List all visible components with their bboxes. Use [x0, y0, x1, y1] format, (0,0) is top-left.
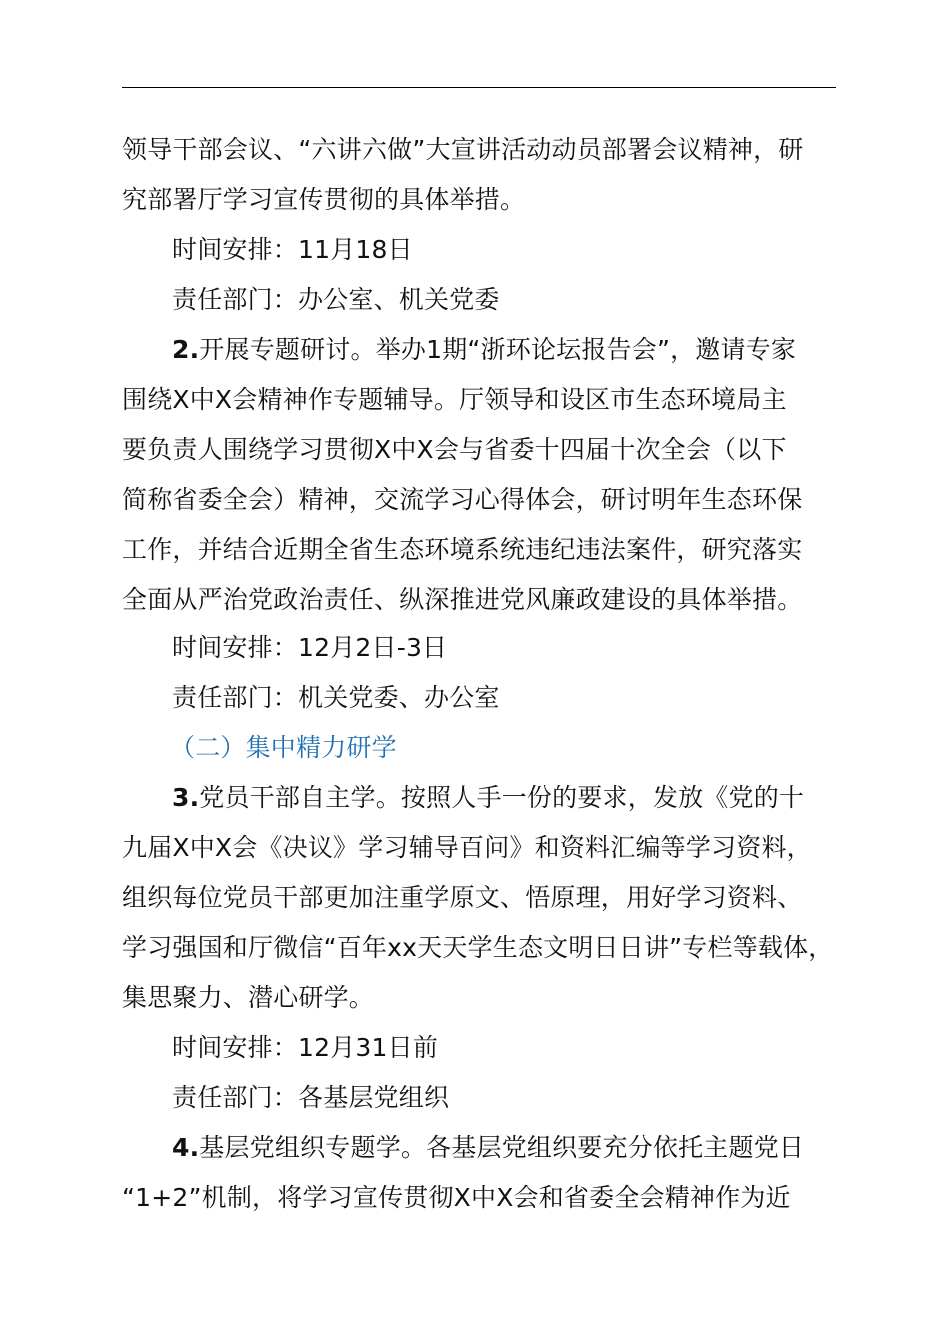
body-line: 围绕X中X会精神作专题辅导。厅领导和设区市生态环境局主 — [122, 385, 787, 414]
item-4-line — [172, 1130, 804, 1166]
body-line: 九届X中X会《决议》学习辅导百问》和资料汇编等学习资料， — [122, 833, 812, 862]
item-3-line — [172, 780, 804, 816]
item-text: 党员干部自主学。按照人手一份的要求，发放《党的十 — [199, 783, 805, 812]
department-line: 责任部门：机关党委、办公室 — [172, 683, 500, 712]
body-line: 全面从严治党政治责任、纵深推进党风廉政建设的具体举措。 — [122, 585, 803, 614]
item-number: 4. — [172, 1133, 200, 1162]
schedule-line: 时间安排：12月2日-3日 — [172, 633, 448, 662]
section-heading: （二）集中精力研学 — [170, 733, 397, 762]
item-text: 开展专题研讨。举办1期“浙环论坛报告会”，邀请专家 — [199, 335, 797, 364]
department-line: 责任部门：各基层党组织 — [172, 1083, 450, 1112]
header-rule — [122, 87, 836, 88]
schedule-line: 时间安排：11月18日 — [172, 235, 413, 264]
item-2-line — [172, 332, 796, 368]
body-line: 工作，并结合近期全省生态环境系统违纪违法案件，研究落实 — [122, 535, 803, 564]
body-line: 学习强国和厅微信“百年xx天天学生态文明日日讲”专栏等载体， — [122, 933, 834, 962]
body-line: 要负责人围绕学习贯彻X中X会与省委十四届十次全会（以下 — [122, 435, 787, 464]
schedule-line: 时间安排：12月31日前 — [172, 1033, 439, 1062]
item-number: 3. — [172, 783, 200, 812]
item-number: 2. — [172, 335, 200, 364]
item-text: 基层党组织专题学。各基层党组织要充分依托主题党日 — [199, 1133, 805, 1162]
body-line: 领导干部会议、“六讲六做”大宣讲活动动员部署会议精神，研 — [122, 135, 804, 164]
body-line: “1+2”机制，将学习宣传贯彻X中X会和省委全会精神作为近 — [122, 1183, 791, 1212]
department-line: 责任部门：办公室、机关党委 — [172, 285, 500, 314]
body-line: 组织每位党员干部更加注重学原文、悟原理，用好学习资料、 — [122, 883, 803, 912]
body-line: 集思聚力、潜心研学。 — [122, 983, 375, 1012]
body-line: 究部署厅学习宣传贯彻的具体举措。 — [122, 185, 526, 214]
body-line: 简称省委全会）精神，交流学习心得体会，研讨明年生态环保 — [122, 485, 803, 514]
